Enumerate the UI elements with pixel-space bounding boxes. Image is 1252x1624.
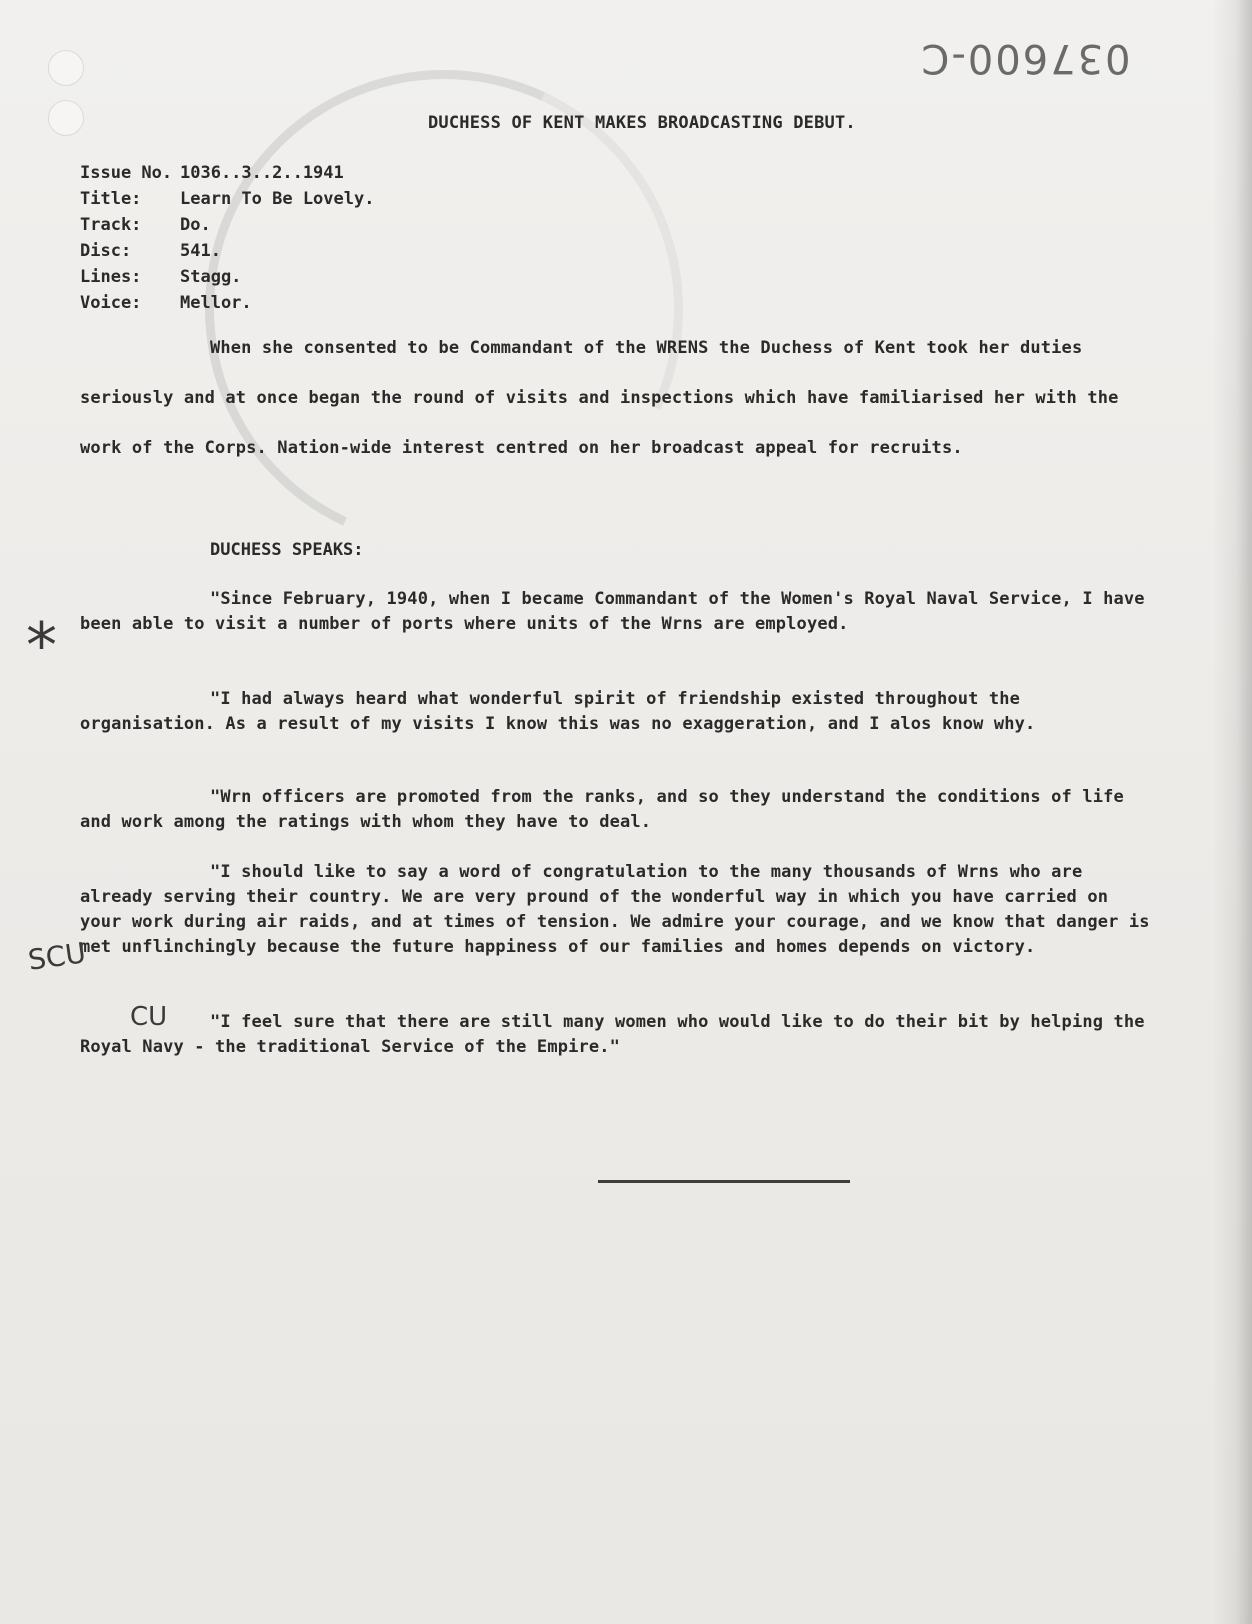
meta-label: Lines:: [80, 267, 142, 287]
meta-label: Track:: [80, 215, 142, 235]
intro-paragraph: [80, 323, 1150, 473]
punch-hole: [48, 50, 84, 86]
meta-issue: [80, 160, 374, 186]
quote-paragraph: "Since February, 1940, when I became Commandant of the Women's Royal Naval Service, I have been able to visit a number of ports where units of the Wrns are employed.: [80, 589, 1145, 634]
asterisk-annotation: *: [26, 609, 57, 682]
scu-annotation: SCU: [25, 936, 88, 977]
meta-voice: [80, 290, 374, 316]
meta-disc: [80, 238, 374, 264]
quote-paragraph: "I had always heard what wonderful spirit of friendship existed throughout the organisation. As a result of my visits I know this was no exaggeration, and I alos know why.: [80, 689, 1036, 734]
page-edge-shadow: [1212, 0, 1252, 1624]
meta-value: Learn To Be Lovely.: [180, 189, 375, 209]
meta-lines: [80, 264, 374, 290]
section-heading: DUCHESS SPEAKS:: [210, 540, 364, 560]
quote-paragraph: "I feel sure that there are still many women who would like to do their bit by helping the Royal Navy - the traditional Service of the Empire.": [80, 1012, 1145, 1057]
meta-label: Title:: [80, 189, 142, 209]
meta-value: 541.: [180, 241, 221, 261]
quote-paragraph: "Wrn officers are promoted from the ranks, and so they understand the conditions of life and work among the ratings with whom they have to deal.: [80, 787, 1124, 832]
cu-annotation: CU: [130, 1002, 168, 1032]
meta-value: Mellor.: [180, 293, 252, 313]
meta-track: [80, 212, 374, 238]
document-title: DUCHESS OF KENT MAKES BROADCASTING DEBUT.: [428, 113, 856, 133]
meta-value: 1036..3..2..1941: [180, 163, 344, 183]
metadata-block: [80, 160, 374, 316]
meta-value: Do.: [180, 215, 211, 235]
punch-hole: [48, 100, 84, 136]
meta-label: Issue No.: [80, 163, 173, 183]
quote-paragraph: "I should like to say a word of congratulation to the many thousands of Wrns who are already serving their country. We are very pround of the wonderful way in which you have carried on your work during air raids, and at times of tension. We admire your courage, and we know that danger is met unflinchingly because the future happiness of our families and homes depends on victory.: [80, 862, 1150, 957]
end-rule: [598, 1180, 850, 1183]
intro-text: When she consented to be Commandant of the WRENS the Duchess of Kent took her duties seriously and at once began the round of visits and inspections which have familiarised her with the work of the Corps. Nation-wide interest centred on her broadcast appeal for recruits.: [80, 338, 1119, 458]
meta-label: Voice:: [80, 293, 142, 313]
meta-label: Disc:: [80, 241, 132, 261]
meta-value: Stagg.: [180, 267, 242, 287]
reference-number: 037600-C: [919, 35, 1131, 81]
meta-title: [80, 186, 374, 212]
